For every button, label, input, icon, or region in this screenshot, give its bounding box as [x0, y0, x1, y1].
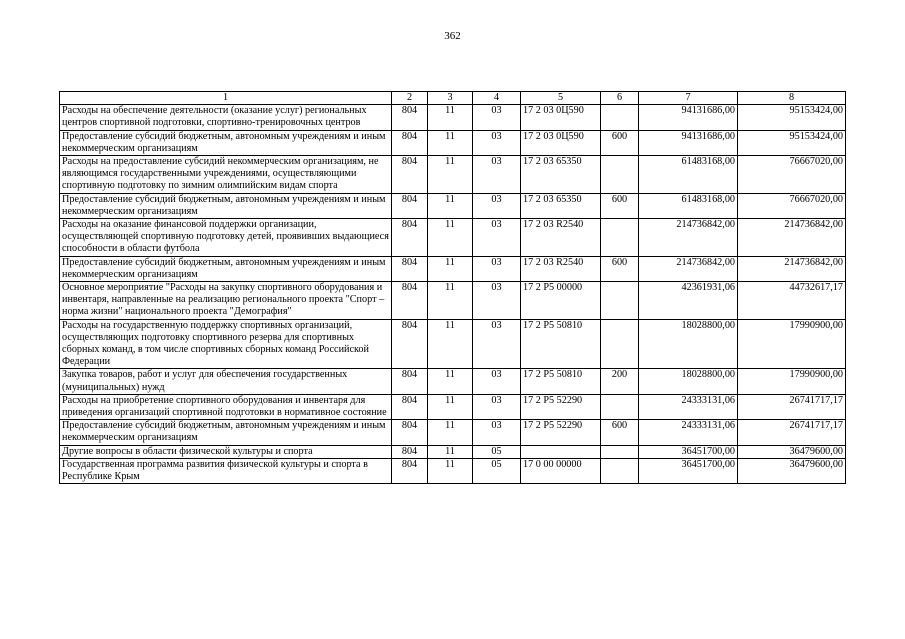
section-code: 11 — [428, 130, 473, 155]
table-row — [60, 369, 846, 394]
amount-year-2: 76667020,00 — [738, 156, 846, 194]
table-row — [60, 394, 846, 419]
row-description: Расходы на предоставление субсидий некоммерческим организациям, не являющимся государственными учреждениями, осуществляющими спортивную подготовку по зимним олимпийским видам спорта — [60, 156, 392, 194]
page-number: 362 — [444, 30, 461, 42]
section-code: 11 — [428, 156, 473, 194]
section-code: 11 — [428, 105, 473, 130]
amount-year-2: 17990900,00 — [738, 319, 846, 369]
table-row — [60, 256, 846, 281]
expense-type-code — [601, 445, 639, 458]
amount-year-2: 36479600,00 — [738, 445, 846, 458]
table-row — [60, 445, 846, 458]
target-article-code: 17 2 03 R2540 — [521, 256, 601, 281]
ministry-code: 804 — [392, 458, 428, 483]
section-code: 11 — [428, 193, 473, 218]
ministry-code: 804 — [392, 219, 428, 257]
ministry-code: 804 — [392, 282, 428, 320]
ministry-code: 804 — [392, 130, 428, 155]
section-code: 11 — [428, 420, 473, 445]
expense-type-code — [601, 394, 639, 419]
subsection-code: 03 — [473, 282, 521, 320]
table-row — [60, 193, 846, 218]
section-code: 11 — [428, 319, 473, 369]
expense-type-code: 600 — [601, 193, 639, 218]
amount-year-2: 26741717,17 — [738, 420, 846, 445]
target-article-code: 17 2 P5 52290 — [521, 420, 601, 445]
expense-type-code: 200 — [601, 369, 639, 394]
amount-year-1: 18028800,00 — [639, 369, 738, 394]
expense-type-code: 600 — [601, 420, 639, 445]
target-article-code: 17 2 P5 52290 — [521, 394, 601, 419]
section-code: 11 — [428, 445, 473, 458]
header-row — [60, 92, 846, 105]
amount-year-2: 95153424,00 — [738, 130, 846, 155]
expense-type-code — [601, 458, 639, 483]
ministry-code: 804 — [392, 193, 428, 218]
amount-year-1: 24333131,06 — [639, 420, 738, 445]
target-article-code: 17 2 03 0Ц590 — [521, 105, 601, 130]
header-cell: 1 — [60, 92, 392, 105]
table-row — [60, 130, 846, 155]
subsection-code: 03 — [473, 256, 521, 281]
subsection-code: 03 — [473, 319, 521, 369]
section-code: 11 — [428, 282, 473, 320]
table-row — [60, 420, 846, 445]
amount-year-1: 42361931,06 — [639, 282, 738, 320]
section-code: 11 — [428, 219, 473, 257]
expense-type-code — [601, 282, 639, 320]
header-cell: 6 — [601, 92, 639, 105]
amount-year-2: 17990900,00 — [738, 369, 846, 394]
ministry-code: 804 — [392, 420, 428, 445]
expense-type-code: 600 — [601, 256, 639, 281]
table-row — [60, 156, 846, 194]
row-description: Расходы на приобретение спортивного оборудования и инвентаря для приведения организаций спортивной подготовки в нормативное состояние — [60, 394, 392, 419]
ministry-code: 804 — [392, 256, 428, 281]
table-row — [60, 319, 846, 369]
amount-year-2: 214736842,00 — [738, 219, 846, 257]
amount-year-2: 76667020,00 — [738, 193, 846, 218]
header-cell: 3 — [428, 92, 473, 105]
header-cell: 8 — [738, 92, 846, 105]
ministry-code: 804 — [392, 105, 428, 130]
amount-year-1: 18028800,00 — [639, 319, 738, 369]
row-description: Предоставление субсидий бюджетным, автономным учреждениям и иным некоммерческим организациям — [60, 130, 392, 155]
target-article-code: 17 2 P5 00000 — [521, 282, 601, 320]
target-article-code: 17 2 03 0Ц590 — [521, 130, 601, 155]
subsection-code: 03 — [473, 369, 521, 394]
target-article-code: 17 2 03 65350 — [521, 193, 601, 218]
table-row — [60, 282, 846, 320]
subsection-code: 03 — [473, 420, 521, 445]
target-article-code: 17 2 P5 50810 — [521, 319, 601, 369]
row-description: Расходы на государственную поддержку спортивных организаций, осуществляющих подготовку спортивного резерва для спортивных сборных команд, в том числе спортивных сборных команд Российской Федерации — [60, 319, 392, 369]
amount-year-2: 36479600,00 — [738, 458, 846, 483]
section-code: 11 — [428, 458, 473, 483]
amount-year-2: 95153424,00 — [738, 105, 846, 130]
expense-type-code — [601, 105, 639, 130]
ministry-code: 804 — [392, 319, 428, 369]
subsection-code: 03 — [473, 193, 521, 218]
row-description: Предоставление субсидий бюджетным, автономным учреждениям и иным некоммерческим организациям — [60, 193, 392, 218]
row-description: Предоставление субсидий бюджетным, автономным учреждениям и иным некоммерческим организациям — [60, 420, 392, 445]
subsection-code: 03 — [473, 105, 521, 130]
row-description: Основное мероприятие "Расходы на закупку спортивного оборудования и инвентаря, направленные на реализацию регионального проекта "Спорт – норма жизни" национального проекта "Демография" — [60, 282, 392, 320]
row-description: Государственная программа развития физической культуры и спорта в Республике Крым — [60, 458, 392, 483]
subsection-code: 03 — [473, 156, 521, 194]
expense-type-code — [601, 219, 639, 257]
subsection-code: 05 — [473, 445, 521, 458]
table-row — [60, 458, 846, 483]
row-description: Расходы на обеспечение деятельности (оказание услуг) региональных центров спортивной подготовки, спортивно-тренировочных центров — [60, 105, 392, 130]
amount-year-1: 61483168,00 — [639, 156, 738, 194]
amount-year-1: 94131686,00 — [639, 105, 738, 130]
subsection-code: 03 — [473, 219, 521, 257]
row-description: Расходы на оказание финансовой поддержки организации, осуществляющей спортивную подготовку детей, проявивших выдающиеся способности в области футбола — [60, 219, 392, 257]
budget-table — [59, 91, 846, 484]
section-code: 11 — [428, 394, 473, 419]
amount-year-1: 36451700,00 — [639, 445, 738, 458]
expense-type-code — [601, 156, 639, 194]
row-description: Другие вопросы в области физической культуры и спорта — [60, 445, 392, 458]
target-article-code — [521, 445, 601, 458]
header-cell: 7 — [639, 92, 738, 105]
section-code: 11 — [428, 369, 473, 394]
expense-type-code: 600 — [601, 130, 639, 155]
target-article-code: 17 0 00 00000 — [521, 458, 601, 483]
amount-year-2: 26741717,17 — [738, 394, 846, 419]
amount-year-1: 24333131,06 — [639, 394, 738, 419]
subsection-code: 03 — [473, 130, 521, 155]
amount-year-1: 214736842,00 — [639, 256, 738, 281]
amount-year-1: 36451700,00 — [639, 458, 738, 483]
table-row — [60, 105, 846, 130]
ministry-code: 804 — [392, 394, 428, 419]
subsection-code: 05 — [473, 458, 521, 483]
target-article-code: 17 2 P5 50810 — [521, 369, 601, 394]
subsection-code: 03 — [473, 394, 521, 419]
amount-year-1: 94131686,00 — [639, 130, 738, 155]
amount-year-1: 214736842,00 — [639, 219, 738, 257]
amount-year-2: 214736842,00 — [738, 256, 846, 281]
ministry-code: 804 — [392, 369, 428, 394]
header-cell: 2 — [392, 92, 428, 105]
section-code: 11 — [428, 256, 473, 281]
expense-type-code — [601, 319, 639, 369]
table-row — [60, 219, 846, 257]
row-description: Предоставление субсидий бюджетным, автономным учреждениям и иным некоммерческим организациям — [60, 256, 392, 281]
ministry-code: 804 — [392, 156, 428, 194]
amount-year-2: 44732617,17 — [738, 282, 846, 320]
ministry-code: 804 — [392, 445, 428, 458]
header-cell: 4 — [473, 92, 521, 105]
header-cell: 5 — [521, 92, 601, 105]
amount-year-1: 61483168,00 — [639, 193, 738, 218]
row-description: Закупка товаров, работ и услуг для обеспечения государственных (муниципальных) нужд — [60, 369, 392, 394]
target-article-code: 17 2 03 65350 — [521, 156, 601, 194]
target-article-code: 17 2 03 R2540 — [521, 219, 601, 257]
